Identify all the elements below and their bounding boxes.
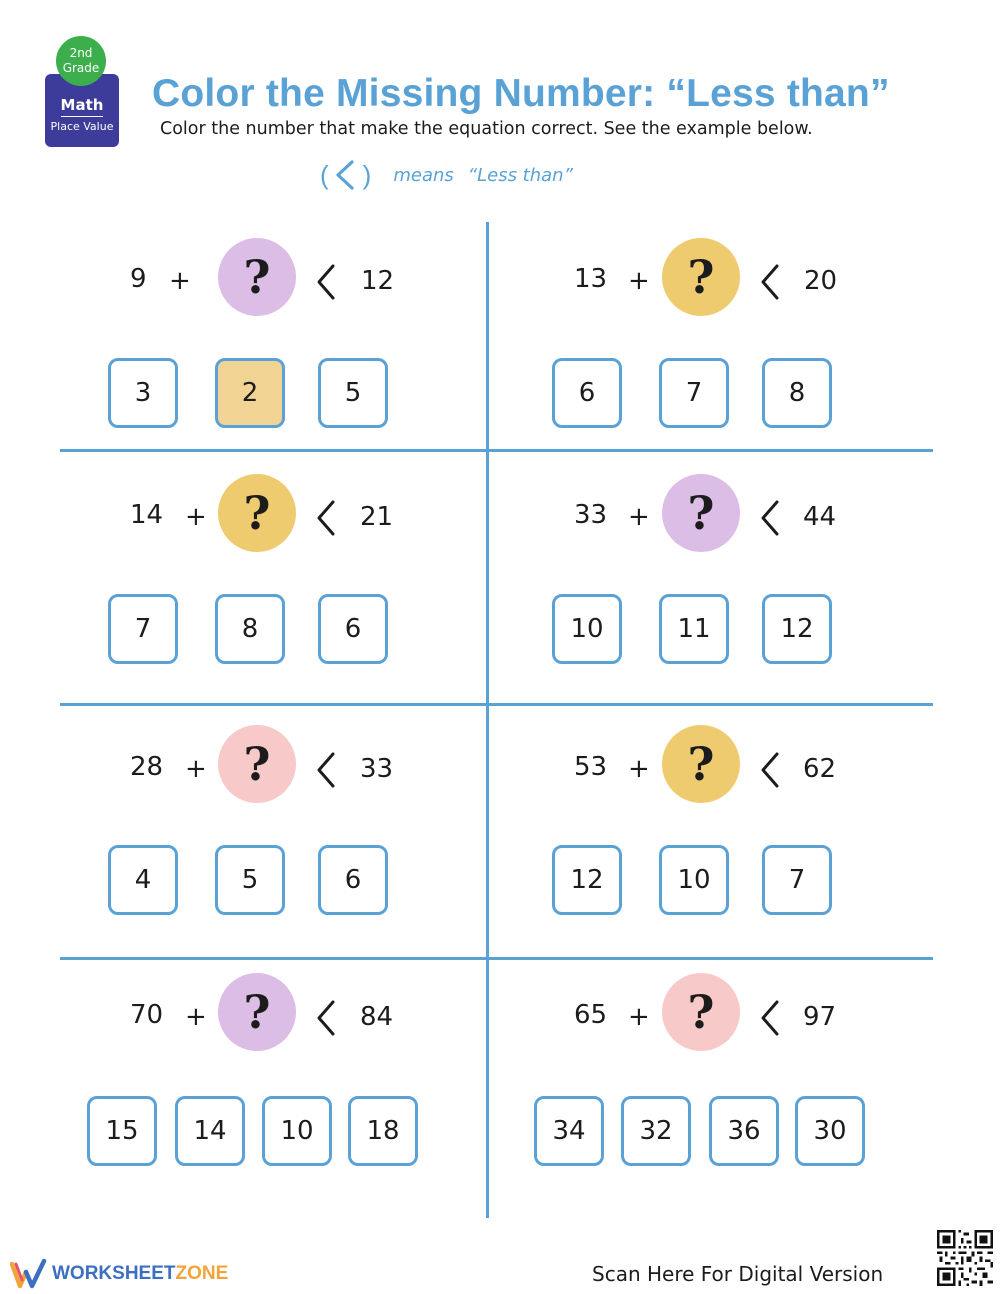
answer-option[interactable]: 5: [318, 358, 388, 428]
sum-target: 44: [803, 502, 837, 532]
addend: 14: [130, 500, 164, 530]
answer-option[interactable]: 2: [215, 358, 285, 428]
answer-option[interactable]: 8: [215, 594, 285, 664]
unknown-circle: ?: [218, 973, 296, 1051]
answer-option[interactable]: 6: [318, 845, 388, 915]
plus-sign: +: [628, 266, 650, 296]
answer-option[interactable]: 14: [175, 1096, 245, 1166]
addend: 53: [574, 752, 608, 782]
plus-sign: +: [628, 754, 650, 784]
unknown-circle: ?: [218, 474, 296, 552]
less-than-chevron-icon: [758, 750, 782, 790]
qr-code-icon[interactable]: [937, 1230, 993, 1286]
unknown-circle: ?: [218, 725, 296, 803]
topic-label: Place Value: [50, 120, 114, 133]
plus-sign: +: [628, 1002, 650, 1032]
answer-option[interactable]: 34: [534, 1096, 604, 1166]
answer-option[interactable]: 12: [762, 594, 832, 664]
less-than-chevron-icon: [329, 158, 363, 192]
addend: 9: [130, 264, 147, 294]
answer-option[interactable]: 11: [659, 594, 729, 664]
horizontal-divider: [60, 703, 933, 706]
plus-sign: +: [185, 1002, 207, 1032]
grade-number: 2nd: [69, 46, 93, 60]
brand-name-part1: WORKSHEET: [52, 1263, 176, 1284]
vertical-divider: [486, 222, 489, 1218]
addend: 13: [574, 264, 608, 294]
unknown-circle: ?: [662, 474, 740, 552]
answer-option[interactable]: 6: [552, 358, 622, 428]
less-than-chevron-icon: [758, 262, 782, 302]
grade-word: Grade: [62, 61, 100, 75]
answer-option[interactable]: 7: [762, 845, 832, 915]
legend-means: means: [393, 164, 454, 186]
legend-text: “Less than”: [467, 164, 573, 186]
horizontal-divider: [60, 957, 933, 960]
subject-label: Math: [61, 96, 104, 117]
unknown-circle: ?: [218, 238, 296, 316]
addend: 28: [130, 752, 164, 782]
answer-option[interactable]: 32: [621, 1096, 691, 1166]
answer-option[interactable]: 18: [348, 1096, 418, 1166]
horizontal-divider: [60, 449, 933, 452]
answer-option[interactable]: 7: [659, 358, 729, 428]
less-than-chevron-icon: [314, 262, 338, 302]
answer-option[interactable]: 10: [262, 1096, 332, 1166]
brand-name-part2: ZONE: [175, 1263, 229, 1284]
legend: [320, 158, 573, 192]
sum-target: 12: [361, 266, 395, 296]
less-than-chevron-icon: [758, 498, 782, 538]
answer-option[interactable]: 30: [795, 1096, 865, 1166]
answer-option[interactable]: 12: [552, 845, 622, 915]
brand-logo[interactable]: [10, 1258, 228, 1290]
plus-sign: +: [169, 266, 191, 296]
instructions: Color the number that make the equation correct. See the example below.: [160, 119, 813, 139]
sum-target: 84: [360, 1002, 394, 1032]
less-than-chevron-icon: [314, 998, 338, 1038]
answer-option[interactable]: 8: [762, 358, 832, 428]
answer-option[interactable]: 10: [659, 845, 729, 915]
plus-sign: +: [185, 754, 207, 784]
plus-sign: +: [628, 502, 650, 532]
answer-option[interactable]: 5: [215, 845, 285, 915]
unknown-circle: ?: [662, 973, 740, 1051]
addend: 65: [574, 1000, 608, 1030]
answer-option[interactable]: 4: [108, 845, 178, 915]
addend: 70: [130, 1000, 164, 1030]
sum-target: 62: [803, 754, 837, 784]
worksheetzone-logo-icon: [10, 1258, 48, 1290]
unknown-circle: ?: [662, 238, 740, 316]
sum-target: 21: [360, 502, 394, 532]
less-than-chevron-icon: [314, 750, 338, 790]
unknown-circle: ?: [662, 725, 740, 803]
legend-open-paren: (: [320, 159, 329, 190]
page-title: Color the Missing Number: “Less than”: [152, 72, 890, 115]
answer-option[interactable]: 36: [709, 1096, 779, 1166]
scan-instruction: Scan Here For Digital Version: [592, 1262, 884, 1286]
answer-option[interactable]: 3: [108, 358, 178, 428]
sum-target: 33: [360, 754, 394, 784]
answer-option[interactable]: 10: [552, 594, 622, 664]
plus-sign: +: [185, 502, 207, 532]
addend: 33: [574, 500, 608, 530]
answer-option[interactable]: 6: [318, 594, 388, 664]
answer-option[interactable]: 7: [108, 594, 178, 664]
sum-target: 97: [803, 1002, 837, 1032]
less-than-chevron-icon: [314, 498, 338, 538]
legend-close-paren: ): [362, 159, 372, 190]
sum-target: 20: [804, 266, 838, 296]
grade-badge: [56, 36, 106, 86]
less-than-chevron-icon: [758, 998, 782, 1038]
answer-option[interactable]: 15: [87, 1096, 157, 1166]
